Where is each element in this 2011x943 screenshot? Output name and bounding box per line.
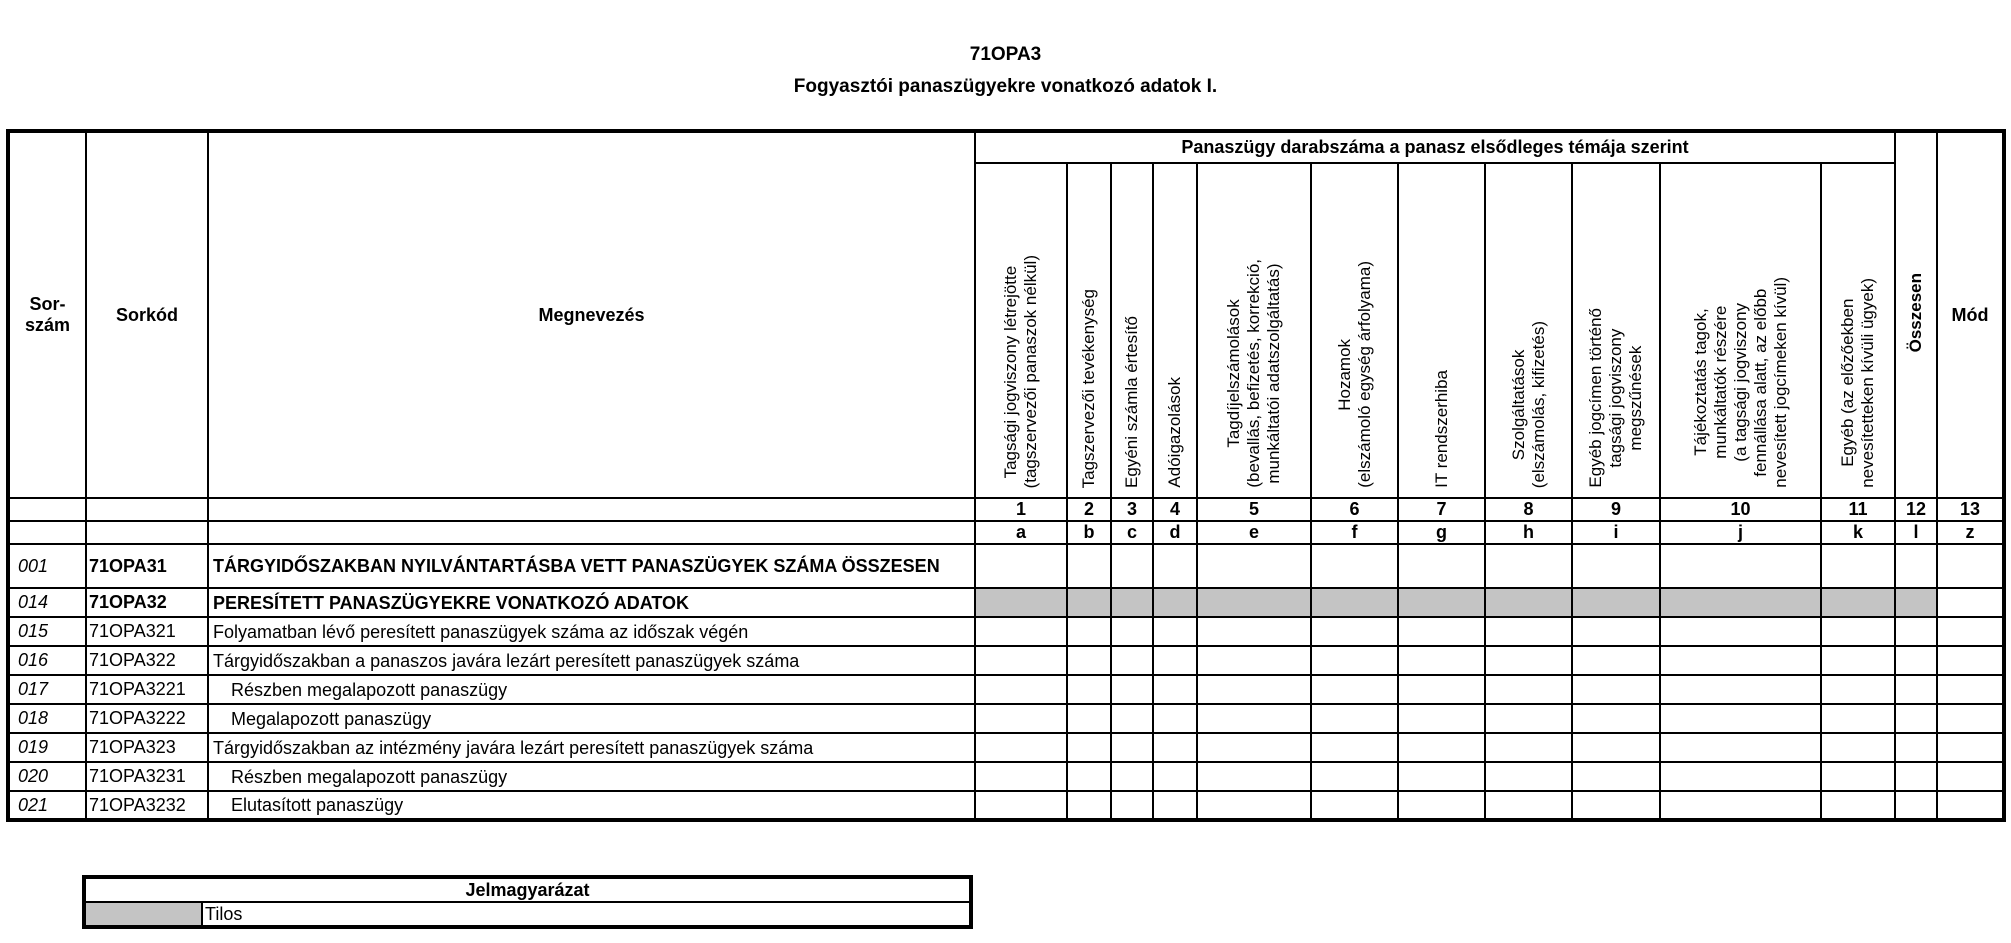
column-number: 1	[975, 498, 1067, 521]
data-cell[interactable]	[1398, 617, 1485, 646]
table-row	[8, 646, 2004, 675]
col-header-topic-7: IT rendszerhiba	[1398, 163, 1485, 498]
data-cell[interactable]	[1197, 675, 1311, 704]
col-header-osszesen: Összesen	[1895, 131, 1937, 498]
letter-row-spacer-sorkod	[86, 521, 208, 544]
column-number: 7	[1398, 498, 1485, 521]
data-cell[interactable]	[1111, 617, 1153, 646]
data-cell[interactable]	[1111, 704, 1153, 733]
data-cell[interactable]	[1937, 544, 2004, 588]
data-cell[interactable]	[1821, 675, 1895, 704]
row-megnevezes: Elutasított panaszügy	[208, 791, 975, 820]
data-cell[interactable]	[1398, 675, 1485, 704]
column-letter: g	[1398, 521, 1485, 544]
col-header-topic-8: Szolgáltatások (elszámolás, kifizetés)	[1485, 163, 1572, 498]
data-cell[interactable]	[1937, 791, 2004, 820]
table-row	[8, 617, 2004, 646]
column-letter: h	[1485, 521, 1572, 544]
col-header-topic-10: Tájékoztatás tagok, munkáltatók részére (a tagsági jogviszony fennállása alatt, az előbb nevesített jogcímeken kívül)	[1660, 163, 1821, 498]
data-cell[interactable]	[1572, 704, 1660, 733]
data-cell[interactable]	[1153, 617, 1197, 646]
table-row	[8, 762, 2004, 791]
data-cell[interactable]	[1485, 646, 1572, 675]
data-cell	[1197, 588, 1311, 617]
num-row-spacer-sorkod	[86, 498, 208, 521]
col-header-topic-9: Egyéb jogcímen történő tagsági jogviszony megszűnések	[1572, 163, 1660, 498]
data-cell[interactable]	[1398, 646, 1485, 675]
row-megnevezes: Részben megalapozott panaszügy	[208, 762, 975, 791]
data-cell[interactable]	[1660, 675, 1821, 704]
data-cell[interactable]	[1485, 544, 1572, 588]
data-cell[interactable]	[975, 762, 1067, 791]
data-cell[interactable]	[1485, 675, 1572, 704]
row-megnevezes: Tárgyidőszakban a panaszos javára lezárt peresített panaszügyek száma	[208, 646, 975, 675]
data-cell[interactable]	[1485, 617, 1572, 646]
data-cell[interactable]	[1398, 733, 1485, 762]
row-megnevezes: Tárgyidőszakban az intézmény javára lezárt peresített panaszügyek száma	[208, 733, 975, 762]
data-cell[interactable]	[1895, 704, 1937, 733]
column-number: 6	[1311, 498, 1398, 521]
data-cell[interactable]	[975, 544, 1067, 588]
column-letter: f	[1311, 521, 1398, 544]
data-cell[interactable]	[1067, 704, 1111, 733]
data-cell	[1398, 588, 1485, 617]
row-sorszam: 020	[8, 762, 86, 791]
row-sorkod: 71OPA32	[86, 588, 208, 617]
data-cell[interactable]	[1311, 617, 1398, 646]
data-cell[interactable]	[1067, 733, 1111, 762]
data-cell[interactable]	[1153, 646, 1197, 675]
data-cell[interactable]	[1895, 544, 1937, 588]
table-row	[8, 675, 2004, 704]
data-cell	[1572, 588, 1660, 617]
col-header-topic-6: Hozamok (elszámoló egység árfolyama)	[1311, 163, 1398, 498]
col-header-sorkod: Sorkód	[86, 131, 208, 498]
legend-title: Jelmagyarázat	[84, 877, 971, 902]
data-cell[interactable]	[1398, 791, 1485, 820]
data-cell[interactable]	[975, 617, 1067, 646]
data-cell[interactable]	[1895, 762, 1937, 791]
data-cell[interactable]	[1311, 762, 1398, 791]
data-cell[interactable]	[1572, 791, 1660, 820]
row-sorszam: 016	[8, 646, 86, 675]
data-cell	[1111, 588, 1153, 617]
data-cell[interactable]	[1111, 544, 1153, 588]
row-sorkod: 71OPA3232	[86, 791, 208, 820]
table-row	[8, 704, 2004, 733]
complaints-table	[6, 129, 2006, 822]
col-group-header: Panaszügy darabszáma a panasz elsődleges témája szerint	[975, 131, 1895, 163]
data-cell[interactable]	[1153, 791, 1197, 820]
column-number: 8	[1485, 498, 1572, 521]
data-cell[interactable]	[1485, 762, 1572, 791]
col-header-topic-2: Tagszervezői tevékenység	[1067, 163, 1111, 498]
data-cell[interactable]	[1067, 762, 1111, 791]
data-cell[interactable]	[1153, 704, 1197, 733]
data-cell[interactable]	[1311, 646, 1398, 675]
num-row-spacer-megnevezes	[208, 498, 975, 521]
data-cell[interactable]	[1895, 646, 1937, 675]
column-number: 5	[1197, 498, 1311, 521]
row-sorszam: 001	[8, 544, 86, 588]
letter-row-spacer-megnevezes	[208, 521, 975, 544]
data-cell[interactable]	[1311, 704, 1398, 733]
data-cell[interactable]	[1111, 762, 1153, 791]
num-row-spacer-sorszam	[8, 498, 86, 521]
row-sorszam: 017	[8, 675, 86, 704]
row-sorszam: 014	[8, 588, 86, 617]
data-cell[interactable]	[1485, 791, 1572, 820]
data-cell[interactable]	[1153, 762, 1197, 791]
data-cell[interactable]	[1937, 675, 2004, 704]
row-megnevezes: TÁRGYIDŐSZAKBAN NYILVÁNTARTÁSBA VETT PANASZÜGYEK SZÁMA ÖSSZESEN	[208, 544, 975, 588]
data-cell[interactable]	[1660, 791, 1821, 820]
data-cell[interactable]	[1937, 617, 2004, 646]
data-cell[interactable]	[1111, 791, 1153, 820]
column-number: 4	[1153, 498, 1197, 521]
data-cell[interactable]	[1572, 675, 1660, 704]
col-header-topic-11: Egyéb (az előzőekben nevesítetteken kívüli ügyek)	[1821, 163, 1895, 498]
row-sorkod: 71OPA322	[86, 646, 208, 675]
data-cell[interactable]	[1067, 791, 1111, 820]
row-sorszam: 018	[8, 704, 86, 733]
data-cell[interactable]	[1572, 733, 1660, 762]
col-header-mod: Mód	[1937, 131, 2004, 498]
row-sorszam: 019	[8, 733, 86, 762]
row-megnevezes: Folyamatban lévő peresített panaszügyek száma az időszak végén	[208, 617, 975, 646]
data-cell[interactable]	[1111, 675, 1153, 704]
column-number: 9	[1572, 498, 1660, 521]
table-row	[8, 588, 2004, 617]
data-cell[interactable]	[1660, 544, 1821, 588]
column-letter: l	[1895, 521, 1937, 544]
data-cell[interactable]	[1572, 544, 1660, 588]
column-letter: k	[1821, 521, 1895, 544]
column-number: 2	[1067, 498, 1111, 521]
data-cell[interactable]	[1895, 791, 1937, 820]
data-cell[interactable]	[1895, 675, 1937, 704]
row-sorszam: 021	[8, 791, 86, 820]
row-sorkod: 71OPA3222	[86, 704, 208, 733]
data-cell[interactable]	[1572, 762, 1660, 791]
data-cell[interactable]	[1111, 646, 1153, 675]
row-sorkod: 71OPA3221	[86, 675, 208, 704]
col-header-topic-4: Adóigazolások	[1153, 163, 1197, 498]
table-row	[8, 791, 2004, 820]
column-number: 3	[1111, 498, 1153, 521]
data-cell[interactable]	[1660, 617, 1821, 646]
data-cell[interactable]	[1153, 544, 1197, 588]
data-cell[interactable]	[975, 733, 1067, 762]
col-header-topic-3: Egyéni számla értesítő	[1111, 163, 1153, 498]
column-number: 10	[1660, 498, 1821, 521]
row-sorkod: 71OPA31	[86, 544, 208, 588]
data-cell[interactable]	[1153, 733, 1197, 762]
data-cell[interactable]	[1485, 704, 1572, 733]
table-row	[8, 733, 2004, 762]
data-cell[interactable]	[975, 675, 1067, 704]
data-cell[interactable]	[1067, 544, 1111, 588]
data-cell[interactable]	[1937, 733, 2004, 762]
data-cell[interactable]	[1067, 617, 1111, 646]
data-cell[interactable]	[1311, 675, 1398, 704]
data-cell[interactable]	[975, 704, 1067, 733]
table-row	[8, 544, 2004, 588]
data-cell[interactable]	[1821, 617, 1895, 646]
column-letter: j	[1660, 521, 1821, 544]
data-cell[interactable]	[1821, 704, 1895, 733]
column-number: 13	[1937, 498, 2004, 521]
row-megnevezes: Részben megalapozott panaszügy	[208, 675, 975, 704]
data-cell	[1895, 588, 1937, 617]
data-cell[interactable]	[1311, 791, 1398, 820]
column-letter: b	[1067, 521, 1111, 544]
data-cell	[1660, 588, 1821, 617]
data-cell	[1311, 588, 1398, 617]
row-megnevezes: Megalapozott panaszügy	[208, 704, 975, 733]
row-sorkod: 71OPA323	[86, 733, 208, 762]
data-cell[interactable]	[1485, 733, 1572, 762]
data-cell[interactable]	[1398, 544, 1485, 588]
data-cell[interactable]	[1197, 646, 1311, 675]
col-header-topic-5: Tagdíjelszámolások (bevallás, befizetés, korrekció, munkáltatói adatszolgáltatás)	[1197, 163, 1311, 498]
data-cell[interactable]	[1153, 675, 1197, 704]
data-cell[interactable]	[1821, 646, 1895, 675]
data-cell[interactable]	[1821, 791, 1895, 820]
data-cell[interactable]	[1821, 544, 1895, 588]
row-sorszam: 015	[8, 617, 86, 646]
column-letter: d	[1153, 521, 1197, 544]
col-header-topic-1: Tagsági jogviszony létrejötte (tagszervezői panaszok nélkül)	[975, 163, 1067, 498]
data-cell	[1067, 588, 1111, 617]
data-cell[interactable]	[1067, 646, 1111, 675]
data-cell[interactable]	[1937, 588, 2004, 617]
data-cell[interactable]	[1821, 733, 1895, 762]
data-cell[interactable]	[1660, 762, 1821, 791]
row-sorkod: 71OPA3231	[86, 762, 208, 791]
letter-row-spacer-sorszam	[8, 521, 86, 544]
column-letter: e	[1197, 521, 1311, 544]
data-cell[interactable]	[1660, 704, 1821, 733]
column-letter: z	[1937, 521, 2004, 544]
data-cell[interactable]	[1197, 617, 1311, 646]
data-cell[interactable]	[1111, 733, 1153, 762]
data-cell[interactable]	[1937, 704, 2004, 733]
data-cell	[1485, 588, 1572, 617]
data-cell[interactable]	[1895, 733, 1937, 762]
data-cell[interactable]	[975, 646, 1067, 675]
row-sorkod: 71OPA321	[86, 617, 208, 646]
data-cell[interactable]	[1895, 617, 1937, 646]
data-cell[interactable]	[1937, 762, 2004, 791]
data-cell[interactable]	[1311, 544, 1398, 588]
data-cell[interactable]	[1572, 617, 1660, 646]
column-number: 12	[1895, 498, 1937, 521]
data-cell[interactable]	[1660, 733, 1821, 762]
data-cell[interactable]	[1197, 733, 1311, 762]
data-cell[interactable]	[1197, 544, 1311, 588]
data-cell[interactable]	[1398, 704, 1485, 733]
data-cell[interactable]	[1937, 646, 2004, 675]
row-megnevezes: PERESÍTETT PANASZÜGYEKRE VONATKOZÓ ADATOK	[208, 588, 975, 617]
data-cell	[1821, 588, 1895, 617]
column-letter: i	[1572, 521, 1660, 544]
data-cell[interactable]	[1821, 762, 1895, 791]
form-code: 71OPA3	[969, 44, 1042, 65]
legend-swatch	[84, 902, 202, 927]
data-cell[interactable]	[1398, 762, 1485, 791]
data-cell	[975, 588, 1067, 617]
data-cell[interactable]	[1197, 704, 1311, 733]
data-cell[interactable]	[975, 791, 1067, 820]
form-title: Fogyasztói panaszügyekre vonatkozó adatok I.	[793, 76, 1218, 97]
data-cell	[1153, 588, 1197, 617]
column-number: 11	[1821, 498, 1895, 521]
column-letter: a	[975, 521, 1067, 544]
column-letter: c	[1111, 521, 1153, 544]
data-cell[interactable]	[1660, 646, 1821, 675]
col-header-sorszam: Sor- szám	[8, 131, 86, 498]
data-cell[interactable]	[1311, 733, 1398, 762]
data-cell[interactable]	[1197, 791, 1311, 820]
legend-label: Tilos	[202, 902, 971, 927]
data-cell[interactable]	[1067, 675, 1111, 704]
data-cell[interactable]	[1197, 762, 1311, 791]
legend-table	[82, 875, 973, 929]
data-cell[interactable]	[1572, 646, 1660, 675]
col-header-megnevezes: Megnevezés	[208, 131, 975, 498]
